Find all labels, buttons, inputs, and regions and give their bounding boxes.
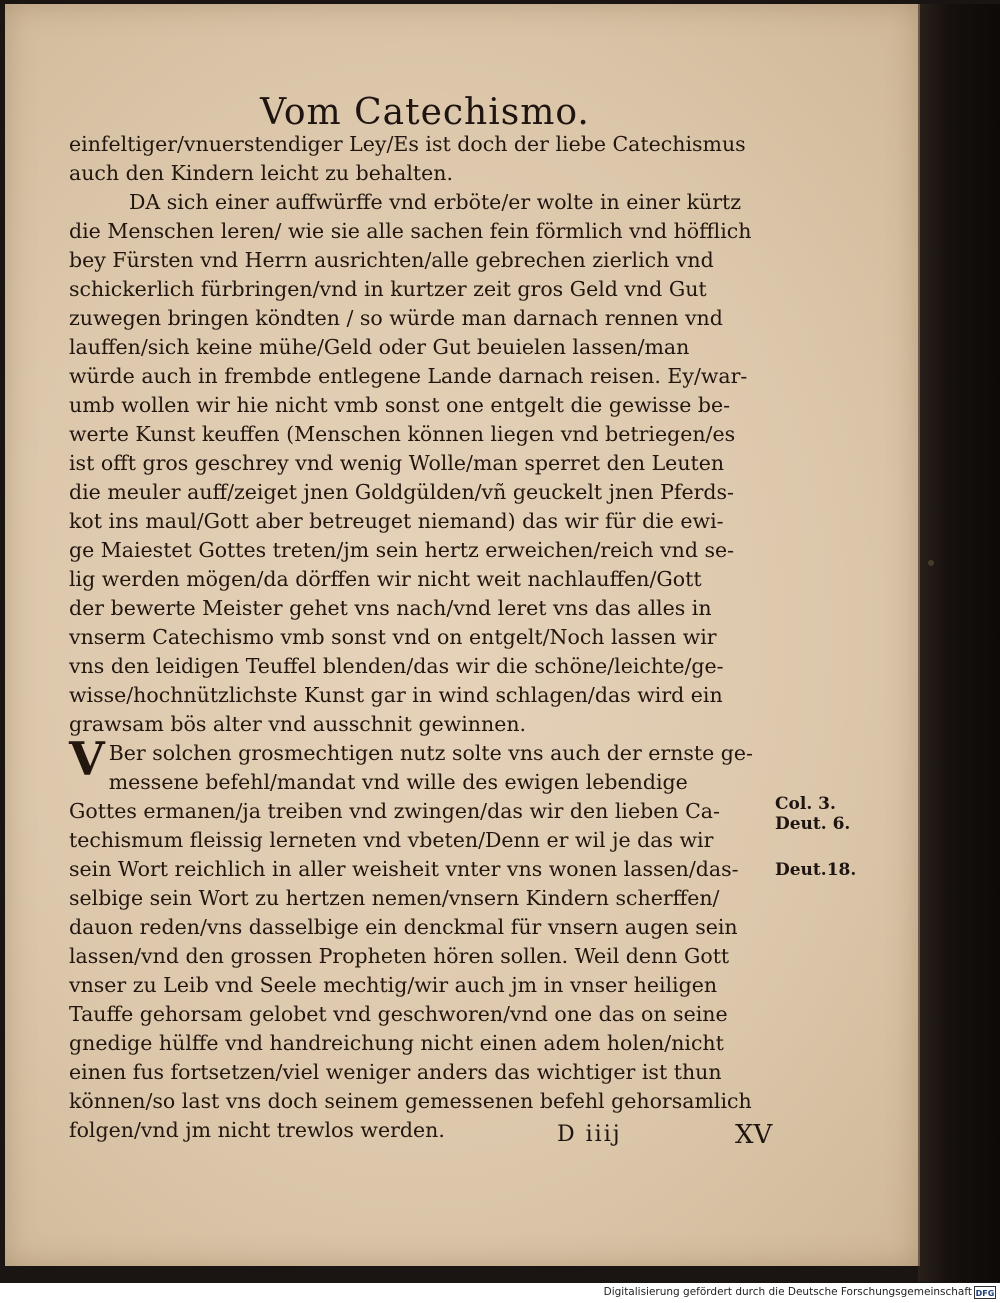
text-line: Gottes ermanen/ja treiben vnd zwingen/das wir den lieben Ca- bbox=[69, 799, 720, 823]
text-line: lauffen/sich keine mühe/Geld oder Gut beuielen lassen/man bbox=[69, 335, 690, 359]
text-line: folgen/vnd jm nicht trewlos werden. bbox=[69, 1118, 445, 1142]
text-line: zuwegen bringen köndten / so würde man darnach rennen vnd bbox=[69, 306, 723, 330]
body-text bbox=[69, 130, 769, 1145]
text-line: grawsam bös alter vnd ausschnit gewinnen. bbox=[69, 712, 527, 736]
text-line: ist offt gros geschrey vnd wenig Wolle/man sperret den Leuten bbox=[69, 451, 725, 475]
drop-initial: V bbox=[69, 732, 105, 786]
dfg-logo-icon: DFG bbox=[974, 1286, 996, 1299]
text-line: DA sich einer auffwürffe vnd erböte/er wolte in einer kürtz bbox=[129, 190, 742, 214]
text-line: schickerlich fürbringen/vnd in kurtzer zeit gros Geld vnd Gut bbox=[69, 277, 707, 301]
text-line: Ber solchen grosmechtigen nutz solte vns auch der ernste ge- bbox=[108, 741, 753, 765]
text-line: vnser zu Leib vnd Seele mechtig/wir auch jm in vnser heiligen bbox=[69, 973, 718, 997]
text-line: können/so last vns doch seinem gemessenen befehl gehorsamlich bbox=[69, 1089, 752, 1113]
signature-mark: D iiij bbox=[557, 1122, 622, 1147]
book-page bbox=[5, 4, 920, 1266]
text-line: vns den leidigen Teuffel blenden/das wir die schöne/leichte/ge- bbox=[69, 654, 724, 678]
text-line: die Menschen leren/ wie sie alle sachen fein förmlich vnd höfflich bbox=[69, 219, 752, 243]
text-line: Tauffe gehorsam gelobet vnd geschworen/vnd one das on seine bbox=[69, 1002, 728, 1026]
text-line: werte Kunst keuffen (Menschen können liegen vnd betriegen/es bbox=[69, 422, 736, 446]
text-line: selbige sein Wort zu hertzen nemen/vnsern Kindern scherffen/ bbox=[69, 886, 720, 910]
margin-note: Deut.18. bbox=[775, 860, 857, 880]
text-line: lig werden mögen/da dörffen wir nicht weit nachlauffen/Gott bbox=[69, 567, 702, 591]
text-line: auch den Kindern leicht zu behalten. bbox=[69, 161, 453, 185]
text-line: dauon reden/vns dasselbige ein denckmal für vnsern augen sein bbox=[69, 915, 738, 939]
margin-note: Col. 3. bbox=[775, 794, 836, 814]
text-line: die meuler auff/zeiget jnen Goldgülden/vñ geuckelt jnen Pferds- bbox=[69, 480, 734, 504]
text-line: kot ins maul/Gott aber betreuget niemand) das wir für die ewi- bbox=[69, 509, 724, 533]
text-line: würde auch in frembde entlegene Lande darnach reisen. Ey/war- bbox=[69, 364, 748, 388]
folio-number: XV bbox=[735, 1120, 773, 1150]
text-line: wisse/hochnützlichste Kunst gar in wind schlagen/das wird ein bbox=[69, 683, 723, 707]
text-line: bey Fürsten vnd Herrn ausrichten/alle gebrechen zierlich vnd bbox=[69, 248, 714, 272]
text-line: vnserm Catechismo vmb sonst vnd on entgelt/Noch lassen wir bbox=[69, 625, 717, 649]
text-line: messene befehl/mandat vnd wille des ewigen lebendige bbox=[108, 770, 688, 794]
text-line: ge Maiestet Gottes treten/jm sein hertz erweichen/reich vnd se- bbox=[69, 538, 735, 562]
text-line: sein Wort reichlich in aller weisheit vnter vns wonen lassen/das- bbox=[69, 857, 739, 881]
text-line: techismum fleissig lerneten vnd vbeten/Denn er wil je das wir bbox=[69, 828, 714, 852]
margin-notes bbox=[775, 794, 865, 880]
text-line: lassen/vnd den grossen Propheten hören sollen. Weil denn Gott bbox=[69, 944, 730, 968]
text-line: der bewerte Meister gehet vns nach/vnd leret vns das alles in bbox=[69, 596, 712, 620]
paper-stain bbox=[928, 560, 934, 566]
running-head: Vom Catechismo. bbox=[260, 92, 590, 133]
page-edge bbox=[918, 4, 1000, 1282]
text-line: gnedige hülffe vnd handreichung nicht einen adem holen/nicht bbox=[69, 1031, 724, 1055]
paragraph-with-initial bbox=[69, 732, 769, 797]
text-line: umb wollen wir hie nicht vmb sonst one entgelt die gewisse be- bbox=[69, 393, 731, 417]
text-line: einfeltiger/vnuerstendiger Ley/Es ist doch der liebe Catechismus bbox=[69, 132, 746, 156]
text-line: einen fus fortsetzen/viel weniger anders das wichtiger ist thun bbox=[69, 1060, 722, 1084]
footer-credit: Digitalisierung gefördert durch die Deutsche Forschungsgemeinschaft bbox=[603, 1286, 972, 1298]
footer-bar bbox=[0, 1283, 1000, 1303]
margin-note: Deut. 6. bbox=[775, 814, 851, 834]
